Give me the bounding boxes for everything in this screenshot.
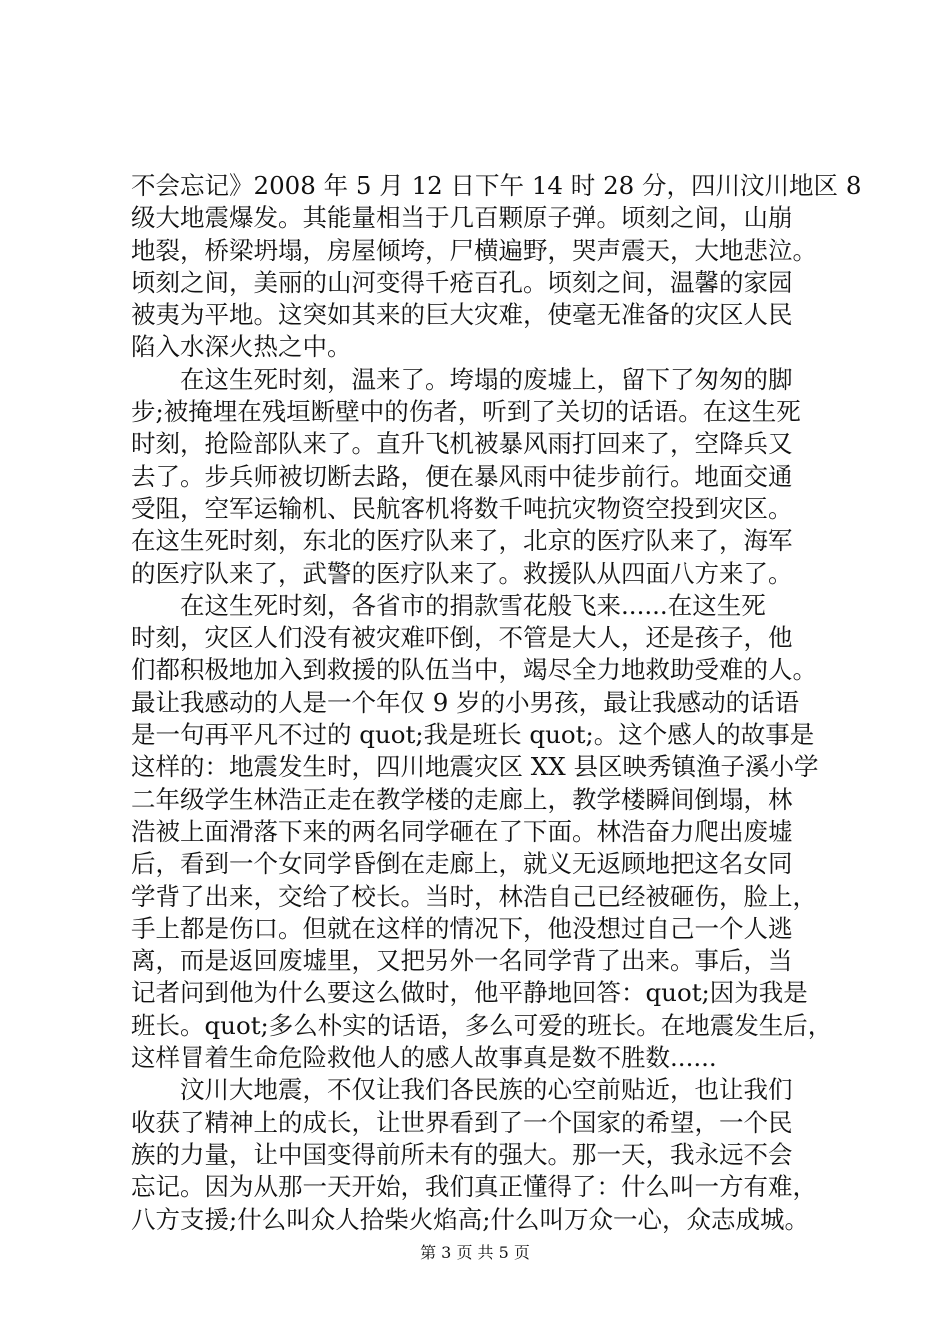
- text-line: 后，看到一个女同学昏倒在走廊上，就义无返顾地把这名女同: [131, 849, 793, 879]
- text-line: 收获了精神上的成长，让世界看到了一个国家的希望，一个民: [131, 1107, 793, 1137]
- text-line: 在这生死时刻，东北的医疗队来了，北京的医疗队来了，海军: [131, 526, 793, 556]
- text-line: 在这生死时刻，各省市的捐款雪花般飞来......在这生死: [131, 590, 766, 620]
- text-line: 不会忘记》2008 年 5 月 12 日下午 14 时 28 分，四川汶川地区 8: [131, 171, 862, 200]
- text-line: 地裂，桥梁坍塌，房屋倾垮，尸横遍野，哭声震天，大地悲泣。: [131, 235, 817, 265]
- text-line: 去了。步兵师被切断去路，便在暴风雨中徒步前行。地面交通: [131, 461, 793, 491]
- text-line: 时刻，抢险部队来了。直升飞机被暴风雨打回来了，空降兵又: [131, 429, 793, 459]
- text-line: 这样冒着生命危险救他人的感人故事真是数不胜数......: [131, 1043, 717, 1073]
- text-line: 浩被上面滑落下来的两名同学砸在了下面。林浩奋力爬出废墟: [131, 816, 793, 846]
- text-line: 陷入水深火热之中。: [131, 332, 352, 362]
- text-line: 在这生死时刻，温来了。垮塌的废墟上，留下了匆匆的脚: [131, 364, 793, 394]
- text-line: 是一句再平凡不过的 quot;我是班长 quot;。这个感人的故事是: [131, 720, 815, 750]
- text-line: 受阻，空军运输机、民航客机将数千吨抗灾物资空投到灾区。: [131, 493, 793, 523]
- text-line: 时刻，灾区人们没有被灾难吓倒，不管是大人，还是孩子，他: [131, 623, 793, 653]
- text-line: 级大地震爆发。其能量相当于几百颗原子弹。顷刻之间，山崩: [131, 203, 793, 233]
- text-line: 手上都是伤口。但就在这样的情况下，他没想过自己一个人逃: [131, 913, 793, 943]
- text-line: 二年级学生林浩正走在教学楼的走廊上，教学楼瞬间倒塌，林: [131, 784, 793, 814]
- text-line: 学背了出来，交给了校长。当时，林浩自己已经被砸伤，脸上，: [131, 881, 817, 911]
- text-line: 最让我感动的人是一个年仅 9 岁的小男孩，最让我感动的话语: [131, 687, 800, 717]
- text-line: 八方支援;什么叫众人拾柴火焰高;什么叫万众一心，众志成城。: [131, 1204, 810, 1234]
- text-line: 汶川大地震，不仅让我们各民族的心空前贴近，也让我们: [131, 1075, 793, 1105]
- text-line: 这样的：地震发生时，四川地震灾区 XX 县区映秀镇渔子溪小学: [131, 752, 819, 782]
- text-line: 步;被掩埋在残垣断壁中的伤者，听到了关切的话语。在这生死: [131, 397, 801, 427]
- text-line: 忘记。因为从那一天开始，我们真正懂得了：什么叫一方有难，: [131, 1172, 817, 1202]
- text-line: 的医疗队来了，武警的医疗队来了。救援队从四面八方来了。: [131, 558, 793, 588]
- page-footer: 第 3 页 共 5 页: [420, 1243, 530, 1262]
- text-line: 离，而是返回废墟里，又把另外一名同学背了出来。事后，当: [131, 946, 793, 976]
- text-line: 班长。quot;多么朴实的话语，多么可爱的班长。在地震发生后，: [131, 1010, 833, 1040]
- text-line: 顷刻之间，美丽的山河变得千疮百孔。顷刻之间，温馨的家园: [131, 267, 793, 297]
- text-line: 们都积极地加入到救援的队伍当中，竭尽全力地救助受难的人。: [131, 655, 817, 685]
- document-body: [131, 170, 862, 1236]
- text-line: 记者问到他为什么要这么做时，他平静地回答：quot;因为我是: [131, 978, 808, 1008]
- text-line: 族的力量，让中国变得前所未有的强大。那一天，我永远不会: [131, 1139, 793, 1169]
- text-line: 被夷为平地。这突如其来的巨大灾难，使毫无准备的灾区人民: [131, 300, 793, 330]
